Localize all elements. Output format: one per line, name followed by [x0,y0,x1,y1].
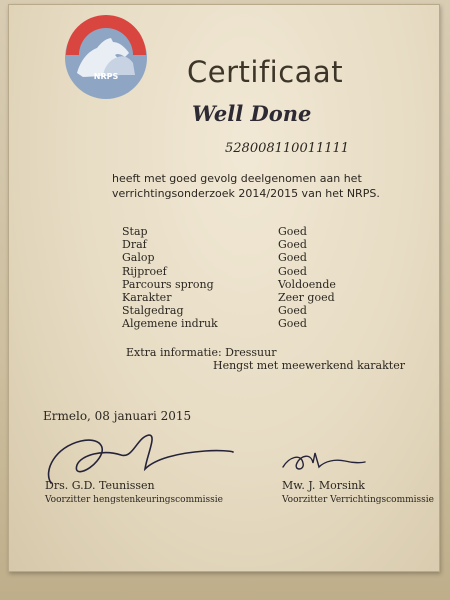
score-value: Voldoende [278,277,336,291]
logo-label: NRPS [93,72,119,81]
score-row [122,304,336,317]
nrps-logo [63,15,149,101]
score-row [122,317,336,330]
score-value: Goed [278,264,307,278]
score-row [122,265,336,278]
score-label: Galop [122,251,155,265]
extra-information [126,346,405,372]
score-row [122,291,336,304]
score-label: Stap [122,225,148,238]
horse-logo-icon [63,15,149,101]
signer-role: Voorzitter Verrichtingscommissie [282,495,434,505]
certificate-title: Certificaat [187,55,344,89]
score-value: Zeer goed [278,290,335,304]
score-label: Rijproef [122,264,167,278]
intro-line: heeft met goed gevolg deelgenomen aan het [112,172,362,185]
score-value: Goed [278,251,307,265]
signature-right [279,447,369,477]
score-row [122,251,336,264]
score-list [122,225,336,331]
score-row [122,238,336,251]
score-label: Parcours sprong [122,277,214,291]
score-value: Goed [278,317,307,331]
score-label: Karakter [122,290,172,304]
signer-name: Drs. G.D. Teunissen [45,479,155,492]
extra-label: Extra informatie: [126,346,222,359]
signer-right [282,479,434,507]
score-value: Goed [278,304,307,318]
intro-text [112,171,432,201]
extra-line: Dressuur [225,346,277,359]
score-row [122,278,336,291]
score-row [122,225,336,238]
signer-name: Mw. J. Morsink [282,479,365,492]
certificate-paper [8,4,440,572]
score-value: Goed [278,225,307,238]
score-label: Stalgedrag [122,304,184,318]
score-value: Goed [278,238,307,252]
extra-line: Hengst met meewerkend karakter [213,359,405,372]
intro-line: verrichtingsonderzoek 2014/2015 van het NRPS. [112,187,380,200]
score-label: Draf [122,238,147,252]
score-label: Algemene indruk [122,317,218,331]
horse-name: Well Done [192,101,312,126]
signer-left [45,479,223,507]
registration-number: 528008110011111 [225,141,350,156]
place-date: Ermelo, 08 januari 2015 [43,409,192,423]
signer-role: Voorzitter hengstenkeuringscommissie [45,495,223,505]
